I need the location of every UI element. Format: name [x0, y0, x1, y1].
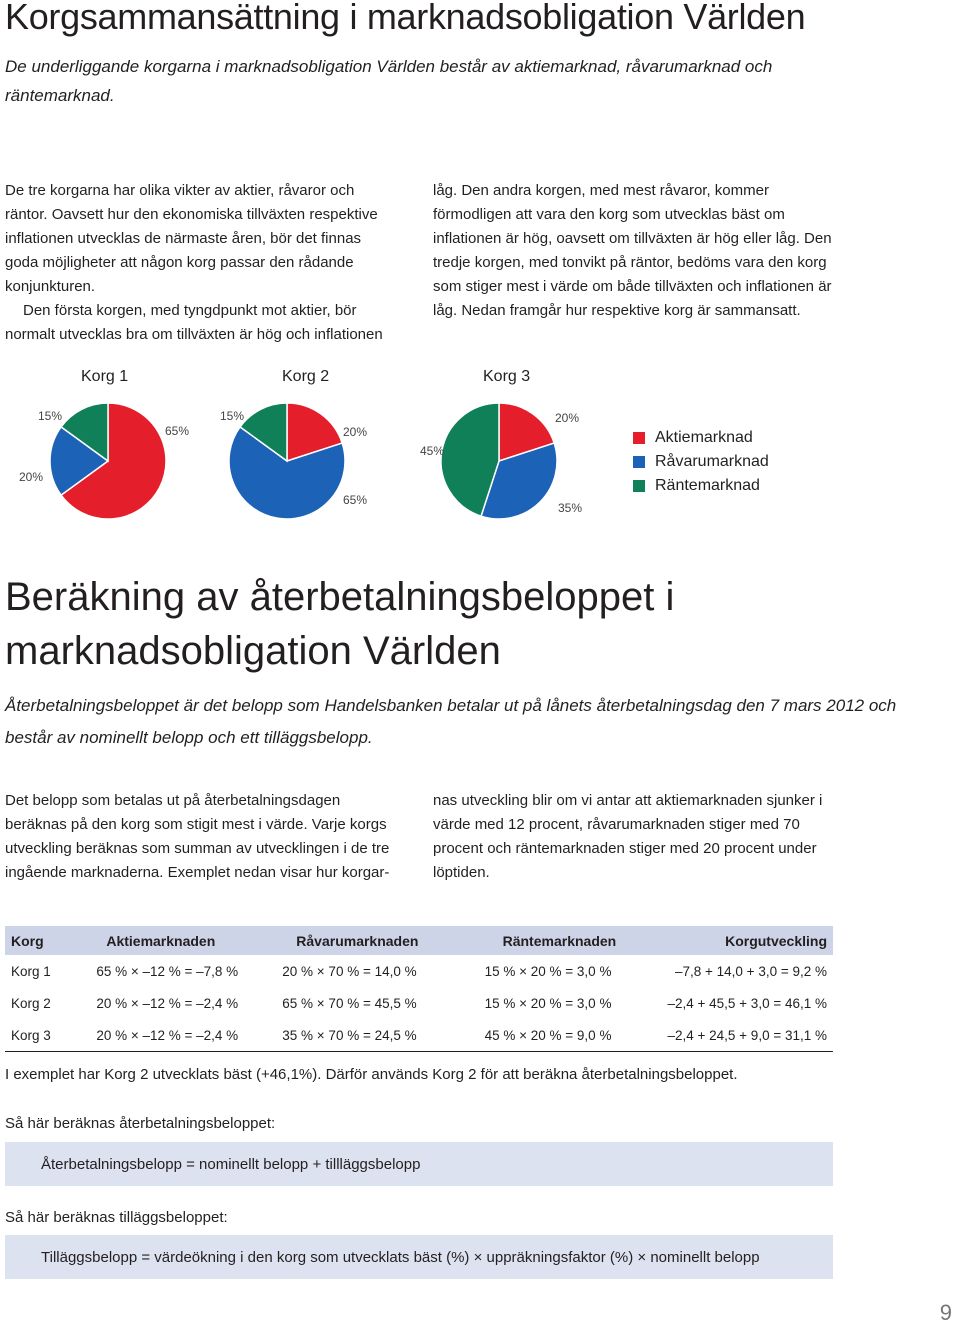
section-title: Beräkning av återbetalningsbeloppet i marknadsobligation Världen — [5, 575, 675, 673]
cell-aktie: 20 % × –12 % = –2,4 % — [90, 1019, 276, 1052]
cell-aktie: 65 % × –12 % = –7,8 % — [96, 963, 239, 979]
cell-ravaror: 65 % × 70 % = 45,5 % — [282, 995, 417, 1011]
formula2-box — [5, 1235, 833, 1279]
header-korgutveckling: Korgutveckling — [661, 926, 833, 955]
formula1-text: Återbetalningsbelopp = nominellt belopp + tillläggsbelopp — [41, 1155, 421, 1173]
page-title: Korgsammansättning i marknadsobligation Världen — [5, 0, 806, 37]
legend-swatch-aktiemarknad — [633, 432, 645, 444]
conclusion-text: I exemplet har Korg 2 utvecklats bäst (+46,1%). Därför används Korg 2 för att beräkna återbetalningsbeloppet. — [5, 1066, 738, 1083]
legend-label-aktiemarknad: Aktiemarknad — [655, 429, 753, 446]
intro-paragraph-3: låg. Den andra korgen, med mest råvaror, kommer förmodligen att vara den korg som utvecklas bäst om inflationen är hög, oavsett om tillväxten är hög eller låg. Den tredje korgen, med tonvikt på räntor, bedöms vara den korg som stiger mest i värde om både tillväxten och inflationen är låg. Nedan framgår hur respektive korg är sammansatt. — [433, 182, 832, 319]
table-row — [5, 987, 833, 1019]
table-row — [5, 1019, 833, 1052]
legend-item-aktiemarknad — [633, 426, 769, 450]
cell-korg: Korg 1 — [11, 963, 51, 979]
chart-title-korg3: Korg 3 — [483, 368, 531, 385]
pie3-label-ravarumarknad: 35% — [558, 501, 583, 515]
pie3-label-aktiemarknad: 20% — [555, 411, 580, 425]
legend-label-rantemarknad: Räntemarknad — [655, 477, 760, 494]
pie2-label-aktiemarknad: 20% — [343, 425, 368, 439]
chart-title-korg2: Korg 2 — [282, 368, 330, 385]
legend-item-ravarumarknad — [633, 450, 769, 474]
header-ravarumarknaden: Råvarumarknaden — [276, 926, 478, 955]
cell-korg: Korg 3 — [5, 1019, 90, 1052]
intro-left-column — [5, 179, 397, 347]
formula1-heading: Så här beräknas återbetalningsbeloppet: — [5, 1115, 276, 1132]
cell-rantor: 15 % × 20 % = 3,0 % — [484, 963, 612, 979]
calculation-table — [5, 926, 833, 1052]
legend-swatch-ravarumarknad — [633, 456, 645, 468]
header-rantemarknaden: Räntemarknaden — [479, 926, 662, 955]
legend-item-rantemarknad — [633, 474, 769, 498]
chart-legend — [633, 426, 769, 498]
header-korg: Korg — [5, 926, 90, 955]
pie-charts — [0, 395, 620, 535]
formula2-text: Tilläggsbelopp = värdeökning i den korg som utvecklats bäst (%) × uppräkningsfaktor (%) × nominellt belopp — [41, 1248, 760, 1266]
cell-ravaror: 20 % × 70 % = 14,0 % — [282, 963, 417, 979]
calc-left-column: Det belopp som betalas ut på återbetalningsdagen beräknas på den korg som stigit mest i värde. Varje korgs utveckling beräknas som summan av utvecklingen i de tre ingående marknaderna. Exemplet nedan visar hur korgar- — [5, 792, 390, 881]
cell-rantor: 15 % × 20 % = 3,0 % — [484, 995, 612, 1011]
pie2-label-ravarumarknad: 65% — [343, 493, 368, 507]
chart-title-korg1: Korg 1 — [81, 368, 129, 385]
pie1-label-ravarumarknad: 20% — [19, 470, 44, 484]
pie1-label-aktiemarknad: 65% — [165, 424, 190, 438]
cell-korg: Korg 2 — [11, 995, 51, 1011]
formula2-heading: Så här beräknas tilläggsbeloppet: — [5, 1209, 228, 1226]
header-aktiemarknaden: Aktiemarknaden — [90, 926, 276, 955]
pie1-label-rantemarknad: 15% — [38, 409, 63, 423]
legend-swatch-rantemarknad — [633, 480, 645, 492]
calc-right-column: nas utveckling blir om vi antar att aktiemarknaden sjunker i värde med 12 procent, råvarumarknaden stiger med 70 procent och räntemarknaden stiger med 20 procent under löptiden. — [433, 792, 823, 881]
cell-korgutveckling: –7,8 + 14,0 + 3,0 = 9,2 % — [675, 963, 827, 979]
table-row — [5, 955, 833, 987]
intro-right-column — [433, 179, 833, 323]
cell-korgutveckling: –2,4 + 45,5 + 3,0 = 46,1 % — [667, 995, 827, 1011]
cell-aktie: 20 % × –12 % = –2,4 % — [96, 995, 239, 1011]
cell-rantor: 45 % × 20 % = 9,0 % — [479, 1019, 662, 1052]
pie2-label-rantemarknad: 15% — [220, 409, 245, 423]
pie-korg3 — [441, 403, 557, 519]
legend-label-ravarumarknad: Råvarumarknad — [655, 453, 769, 470]
intro-paragraph-2: Den första korgen, med tyngdpunkt mot aktier, bör normalt utvecklas bra om tillväxten är hög och inflationen — [5, 302, 383, 343]
lead-text: De underliggande korgarna i marknadsobligation Världen består av aktiemarknad, råvarumarknad och räntemarknad. — [5, 57, 773, 105]
intro-paragraph-1: De tre korgarna har olika vikter av aktier, råvaror och räntor. Oavsett hur den ekonomiska tillväxten respektive inflationen utvecklas de närmaste åren, bör det finnas goda möjligheter att någon korg passar den rådande konjunkturen. — [5, 182, 378, 295]
pie3-label-rantemarknad: 45% — [420, 444, 445, 458]
pie-korg2 — [229, 403, 345, 519]
section-lead: Återbetalningsbeloppet är det belopp som Handelsbanken betalar ut på lånets återbetalningsdag den 7 mars 2012 och består av nominellt belopp och ett tilläggsbelopp. — [5, 696, 897, 747]
pie-korg1 — [50, 403, 166, 519]
cell-ravaror: 35 % × 70 % = 24,5 % — [276, 1019, 478, 1052]
table-header-row — [5, 926, 833, 955]
formula1-box — [5, 1142, 833, 1186]
cell-korgutveckling: –2,4 + 24,5 + 9,0 = 31,1 % — [661, 1019, 833, 1052]
page-number: 9 — [939, 1300, 952, 1325]
